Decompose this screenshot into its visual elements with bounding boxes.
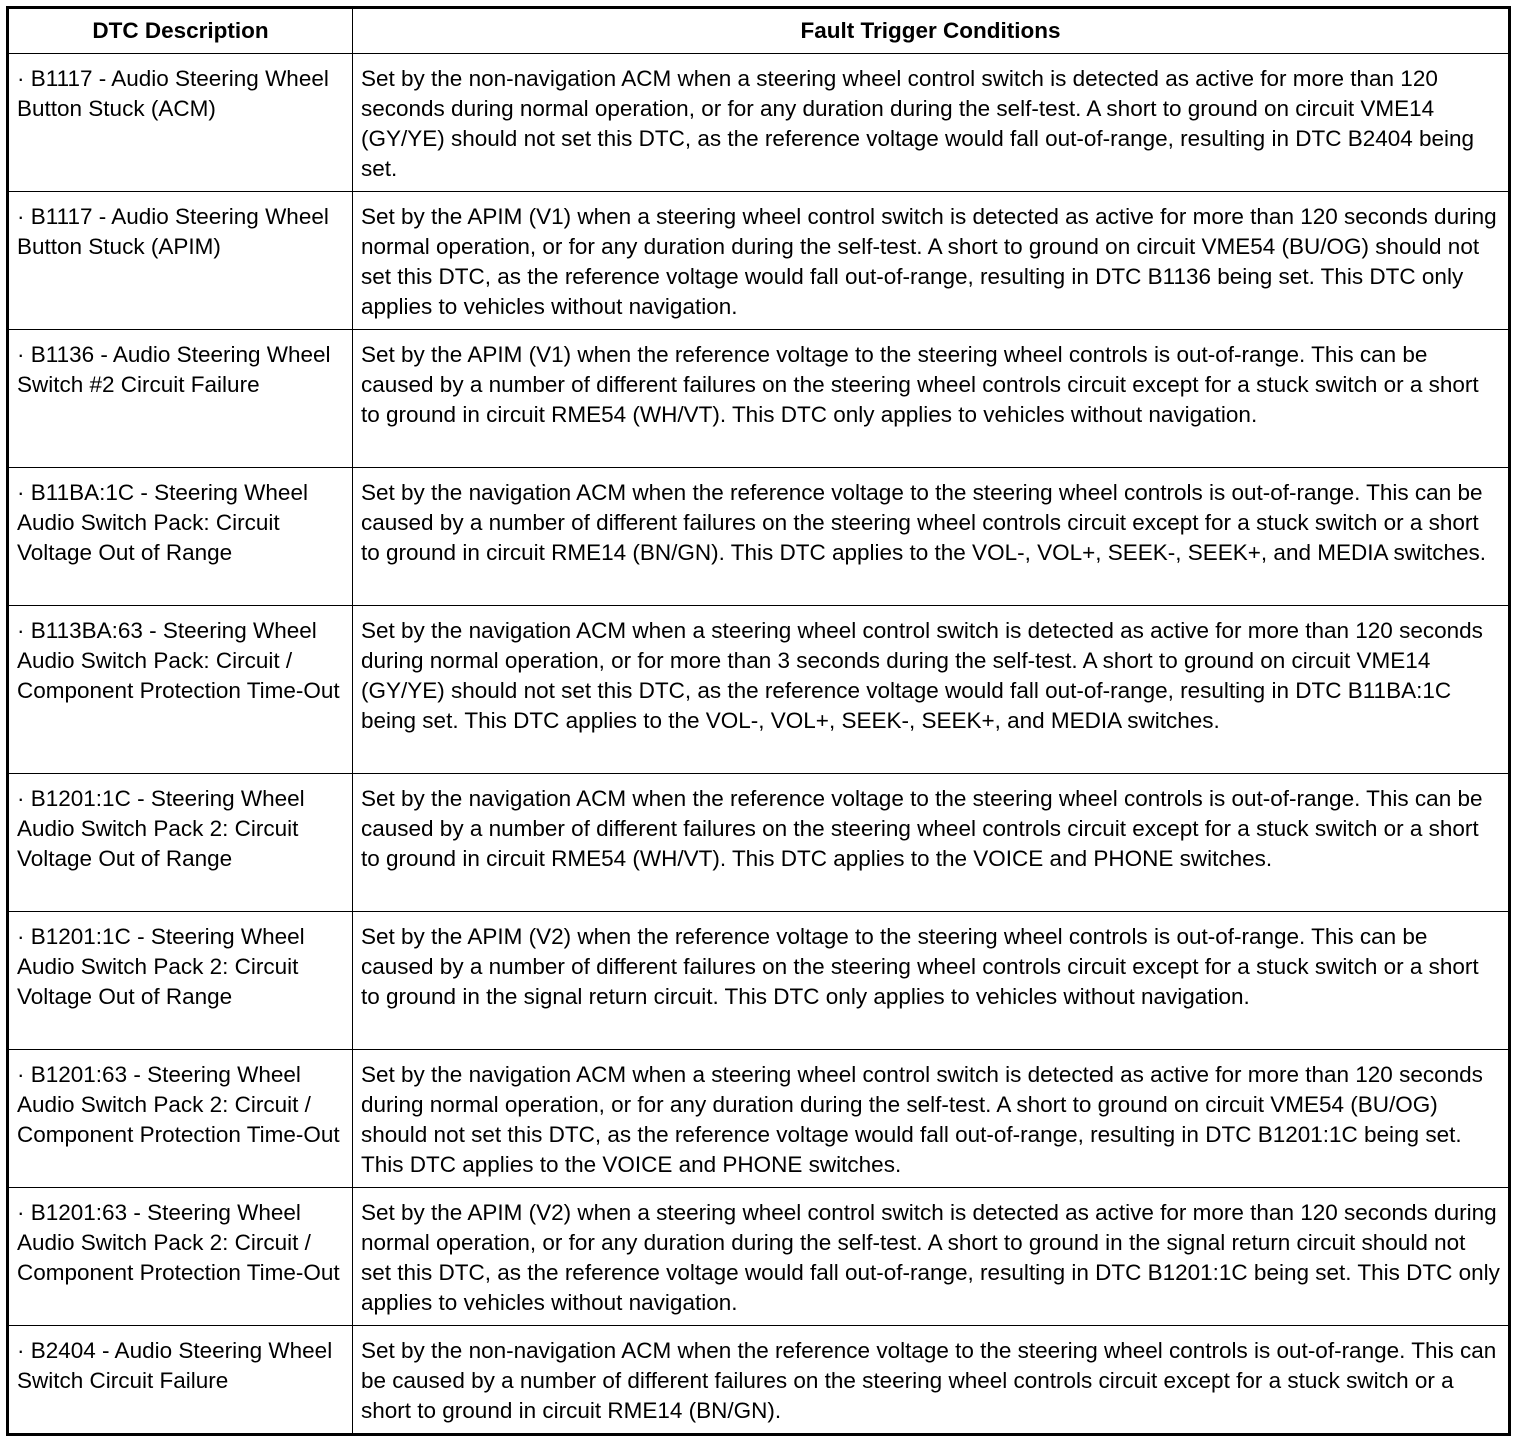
table-row (8, 912, 1510, 1050)
dtc-table (6, 6, 1511, 1436)
table-row (8, 468, 1510, 606)
dtc-description-cell: · B1136 - Audio Steering Wheel Switch #2 Circuit Failure (8, 330, 353, 468)
dtc-description-cell: · B1117 - Audio Steering Wheel Button Stuck (APIM) (8, 192, 353, 330)
dtc-description-cell: · B1117 - Audio Steering Wheel Button Stuck (ACM) (8, 54, 353, 192)
fault-trigger-conditions-cell: Set by the navigation ACM when the reference voltage to the steering wheel controls is out-of-range. This can be caused by a number of different failures on the steering wheel controls circuit except for a stuck switch or a short to ground in circuit RME14 (BN/GN). This DTC applies to the VOL-, VOL+, SEEK-, SEEK+, and MEDIA switches. (353, 468, 1510, 606)
dtc-description-cell: · B2404 - Audio Steering Wheel Switch Circuit Failure (8, 1326, 353, 1435)
table-row (8, 330, 1510, 468)
fault-trigger-conditions-cell: Set by the non-navigation ACM when the reference voltage to the steering wheel controls is out-of-range. This can be caused by a number of different failures on the steering wheel controls circuit except for a stuck switch or a short to ground in circuit RME14 (BN/GN). (353, 1326, 1510, 1435)
table-row (8, 192, 1510, 330)
dtc-description-cell: · B113BA:63 - Steering Wheel Audio Switch Pack: Circuit / Component Protection Time-Out (8, 606, 353, 774)
dtc-description-cell: · B1201:1C - Steering Wheel Audio Switch Pack 2: Circuit Voltage Out of Range (8, 774, 353, 912)
fault-trigger-conditions-cell: Set by the APIM (V2) when a steering wheel control switch is detected as active for more than 120 seconds during normal operation, or for any duration during the self-test. A short to ground in the signal return circuit should not set this DTC, as the reference voltage would fall out-of-range, resulting in DTC B1201:1C being set. This DTC only applies to vehicles without navigation. (353, 1188, 1510, 1326)
table-row (8, 1050, 1510, 1188)
fault-trigger-conditions-cell: Set by the navigation ACM when the reference voltage to the steering wheel controls is out-of-range. This can be caused by a number of different failures on the steering wheel controls circuit except for a stuck switch or a short to ground in circuit RME54 (WH/VT). This DTC applies to the VOICE and PHONE switches. (353, 774, 1510, 912)
fault-trigger-conditions-cell: Set by the non-navigation ACM when a steering wheel control switch is detected as active for more than 120 seconds during normal operation, or for any duration during the self-test. A short to ground on circuit VME14 (GY/YE) should not set this DTC, as the reference voltage would fall out-of-range, resulting in DTC B2404 being set. (353, 54, 1510, 192)
fault-trigger-conditions-cell: Set by the navigation ACM when a steering wheel control switch is detected as active for more than 120 seconds during normal operation, or for more than 3 seconds during the self-test. A short to ground on circuit VME14 (GY/YE) should not set this DTC, as the reference voltage would fall out-of-range, resulting in DTC B11BA:1C being set. This DTC applies to the VOL-, VOL+, SEEK-, SEEK+, and MEDIA switches. (353, 606, 1510, 774)
fault-trigger-conditions-cell: Set by the APIM (V1) when a steering wheel control switch is detected as active for more than 120 seconds during normal operation, or for any duration during the self-test. A short to ground on circuit VME54 (BU/OG) should not set this DTC, as the reference voltage would fall out-of-range, resulting in DTC B1136 being set. This DTC only applies to vehicles without navigation. (353, 192, 1510, 330)
dtc-description-cell: · B1201:63 - Steering Wheel Audio Switch Pack 2: Circuit / Component Protection Time-Out (8, 1050, 353, 1188)
fault-trigger-conditions-cell: Set by the APIM (V1) when the reference voltage to the steering wheel controls is out-of-range. This can be caused by a number of different failures on the steering wheel controls circuit except for a stuck switch or a short to ground in circuit RME54 (WH/VT). This DTC only applies to vehicles without navigation. (353, 330, 1510, 468)
table-row (8, 774, 1510, 912)
column-header-dtc-description: DTC Description (8, 8, 353, 54)
fault-trigger-conditions-cell: Set by the APIM (V2) when the reference voltage to the steering wheel controls is out-of-range. This can be caused by a number of different failures on the steering wheel controls circuit except for a stuck switch or a short to ground in the signal return circuit. This DTC only applies to vehicles without navigation. (353, 912, 1510, 1050)
table-row (8, 606, 1510, 774)
table-row (8, 1188, 1510, 1326)
column-header-fault-trigger-conditions: Fault Trigger Conditions (353, 8, 1510, 54)
dtc-description-cell: · B1201:1C - Steering Wheel Audio Switch Pack 2: Circuit Voltage Out of Range (8, 912, 353, 1050)
dtc-description-cell: · B11BA:1C - Steering Wheel Audio Switch Pack: Circuit Voltage Out of Range (8, 468, 353, 606)
table-row (8, 54, 1510, 192)
table-header-row (8, 8, 1510, 54)
fault-trigger-conditions-cell: Set by the navigation ACM when a steering wheel control switch is detected as active for more than 120 seconds during normal operation, or for any duration during the self-test. A short to ground on circuit VME54 (BU/OG) should not set this DTC, as the reference voltage would fall out-of-range, resulting in DTC B1201:1C being set. This DTC applies to the VOICE and PHONE switches. (353, 1050, 1510, 1188)
table-row (8, 1326, 1510, 1435)
dtc-description-cell: · B1201:63 - Steering Wheel Audio Switch Pack 2: Circuit / Component Protection Time-Out (8, 1188, 353, 1326)
